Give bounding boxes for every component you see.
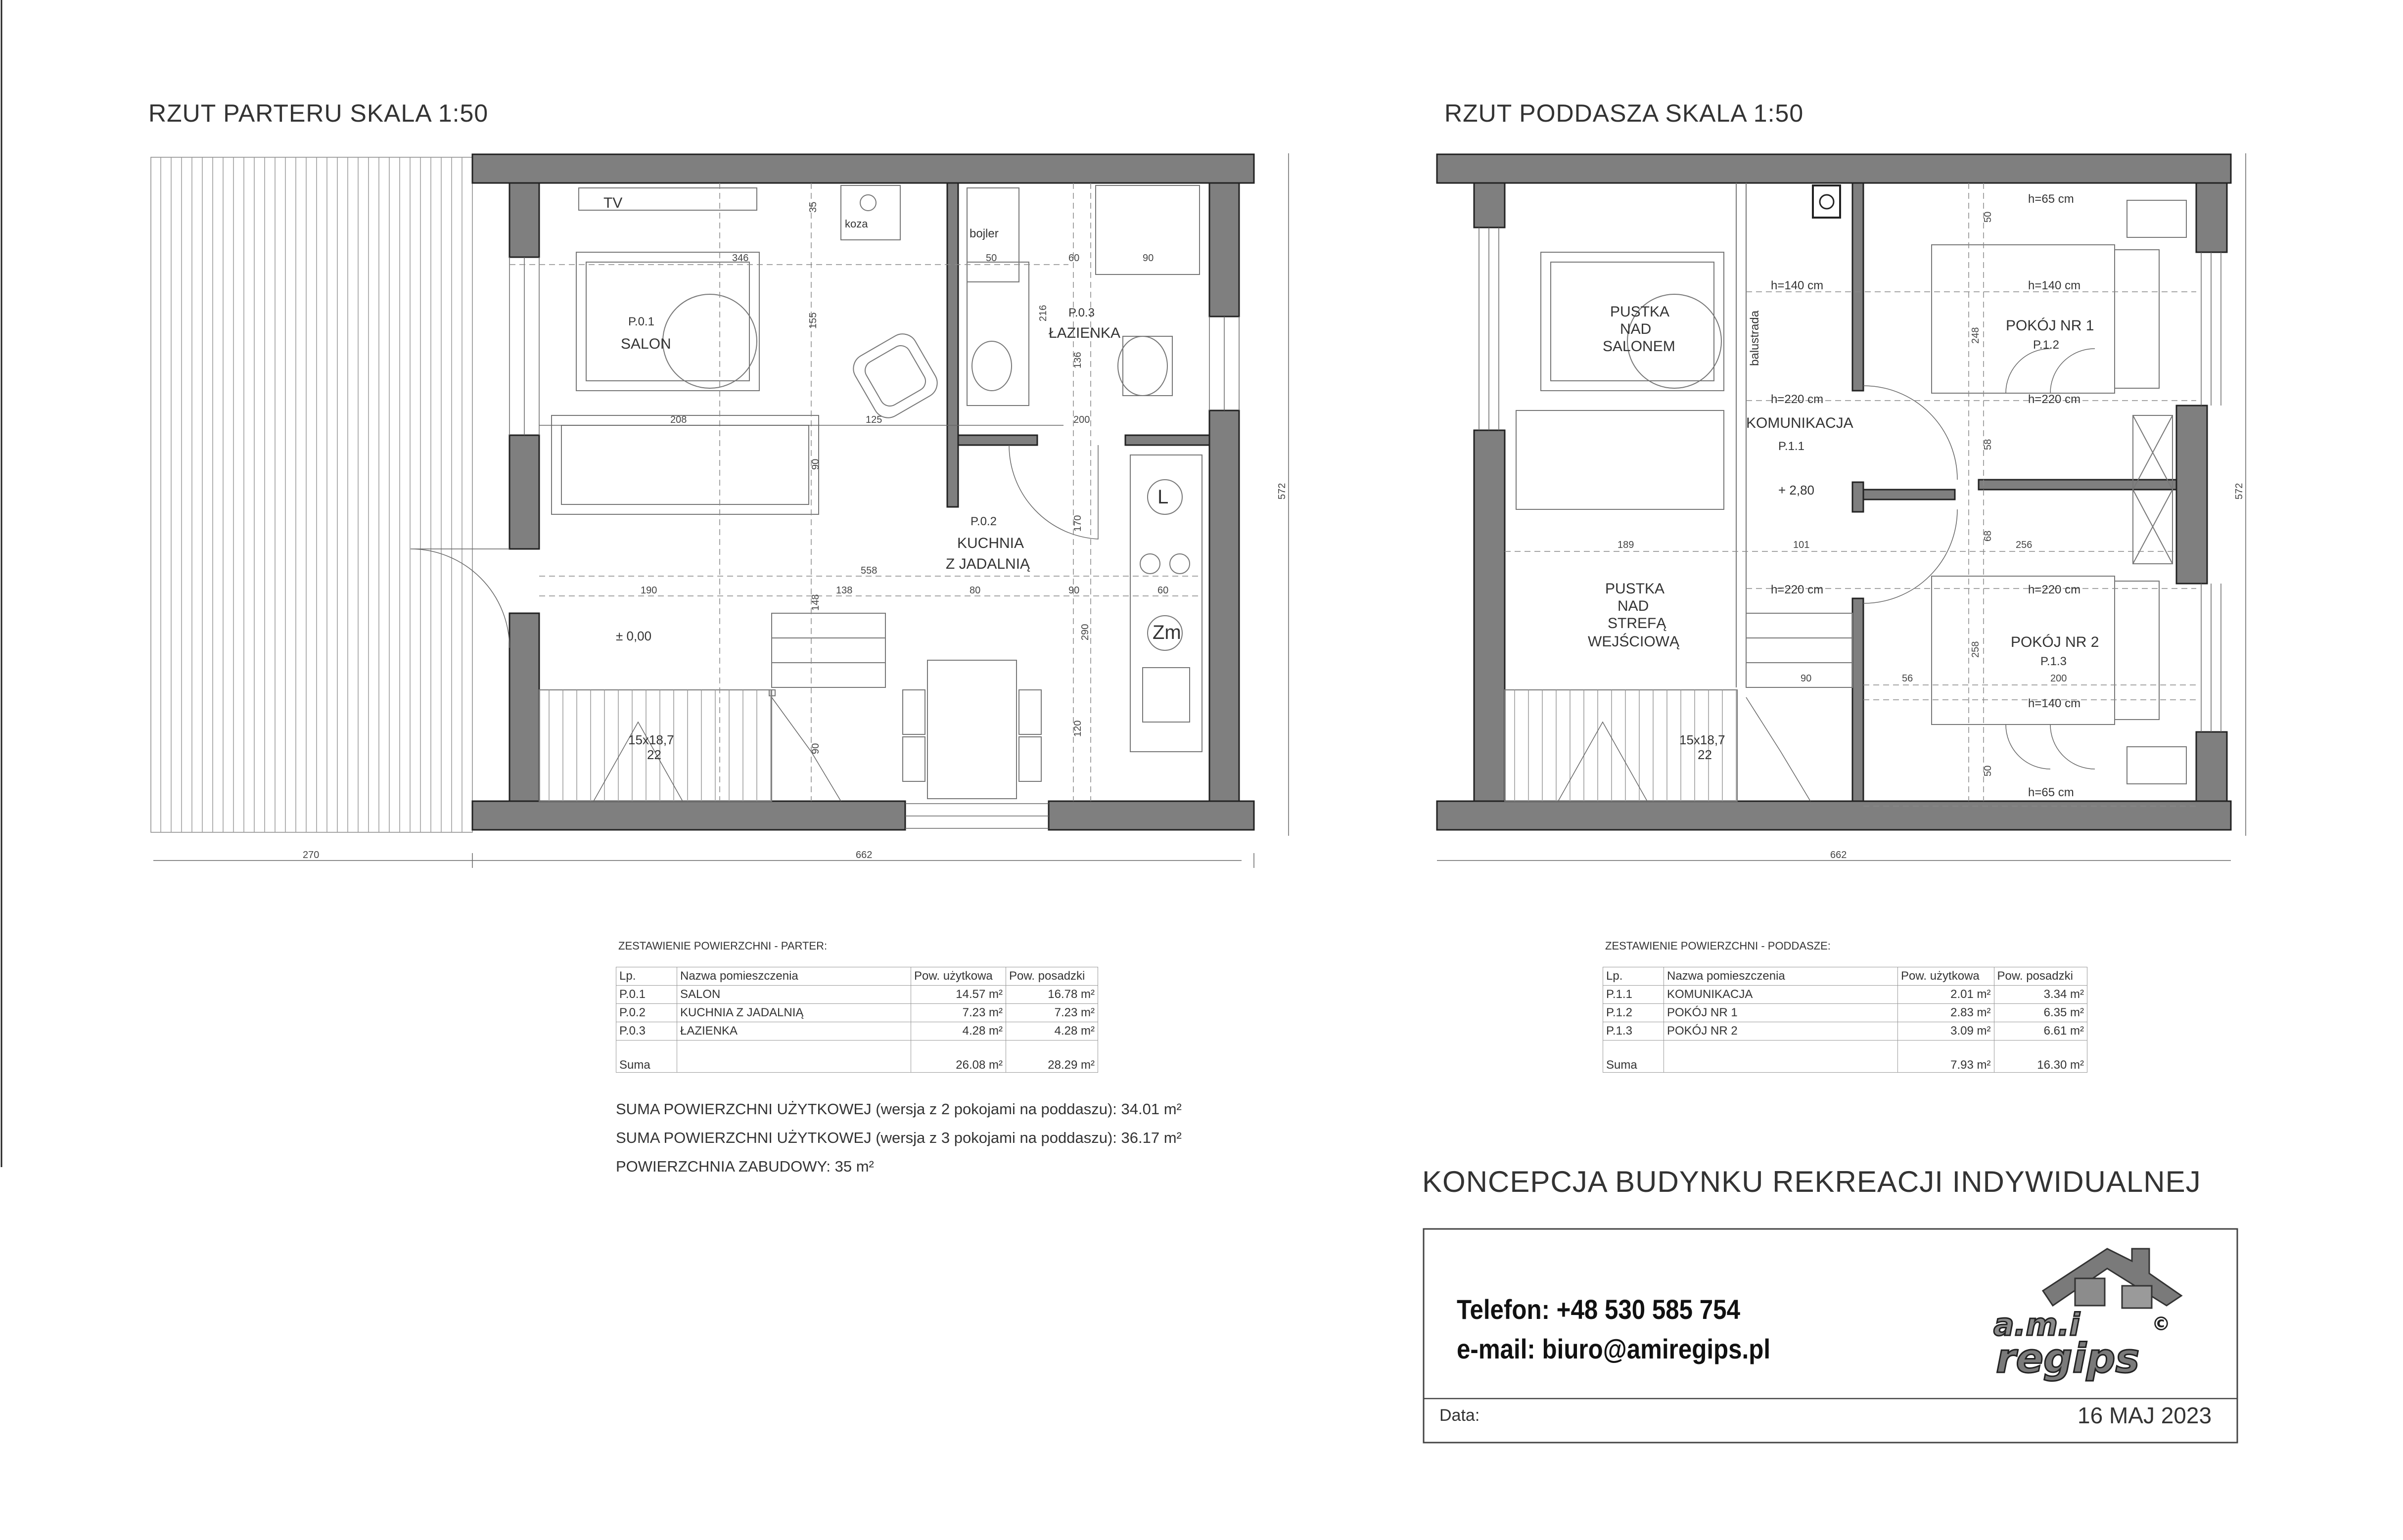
header-lp: Lp. (616, 967, 677, 986)
dim-189: 189 (1617, 540, 1634, 550)
table-row (616, 1004, 1098, 1022)
dim-270: 270 (303, 850, 320, 861)
attic-table-caption: ZESTAWIENIE POWIERZCHNI - PODDASZE: (1605, 940, 1831, 952)
dim-60b: 60 (1157, 585, 1169, 596)
logo-top-text: a.m.i (1993, 1307, 2080, 1343)
table-row (1603, 986, 2087, 1004)
ground-stairs-dim: 15x18,7 (628, 732, 674, 747)
dim-138: 138 (836, 585, 853, 596)
dim-90a: 90 (1143, 253, 1154, 264)
dim-258: 258 (1970, 641, 1981, 658)
h140-comm: h=140 cm (1771, 279, 1824, 292)
h140-room2: h=140 cm (2028, 697, 2081, 710)
email-address[interactable]: e-mail: biuro@amiregips.pl (1457, 1333, 1771, 1364)
attic-area-table (1603, 967, 2087, 1073)
ground-walls (472, 154, 1254, 830)
attic-level-mark: + 2,80 (1778, 483, 1815, 498)
table-header-row (616, 967, 1098, 986)
ground-dimension-lines (153, 153, 1289, 868)
dim-136: 136 (1072, 352, 1083, 368)
dim-216: 216 (1038, 305, 1049, 321)
h220-comm: h=220 cm (1771, 393, 1824, 406)
cell: 4.28 m² (911, 1022, 1006, 1041)
dim-56: 56 (1902, 673, 1913, 684)
dim-290: 290 (1080, 624, 1091, 640)
void2-line2: NAD (1617, 598, 1649, 614)
summary-line-1: SUMA POWIERZCHNI UŻYTKOWEJ (wersja z 2 pokojami na poddaszu): 34.01 m² (616, 1100, 1182, 1118)
ground-floor-plan (151, 153, 1289, 868)
boiler-label: bojler (970, 227, 999, 240)
attic-floor-labels (1588, 192, 2245, 861)
project-title: KONCEPCJA BUDYNKU REKREACJI INDYWIDUALNEJ (1422, 1165, 2201, 1198)
dim-60: 60 (1068, 253, 1080, 264)
void1-line2: NAD (1620, 321, 1652, 337)
cell: POKÓJ NR 1 (1664, 1004, 1898, 1022)
phone-number[interactable]: Telefon: +48 530 585 754 (1457, 1294, 1741, 1325)
dim-90b: 90 (810, 458, 821, 470)
salon-code: P.0.1 (628, 315, 654, 328)
cell: P.1.3 (1603, 1022, 1664, 1041)
room1-code: P.1.2 (2033, 338, 2059, 352)
void1-line3: SALONEM (1603, 338, 1675, 355)
dim-90d: 90 (810, 743, 821, 754)
cell: Suma (616, 1041, 677, 1073)
dim-80: 80 (970, 585, 981, 596)
room2-code: P.1.3 (2040, 655, 2067, 668)
table-row (1603, 1004, 2087, 1022)
h65-bottom: h=65 cm (2028, 786, 2074, 799)
terrace (151, 157, 472, 832)
logo-bottom-text: regips (1996, 1335, 2140, 1382)
cell: P.1.1 (1603, 986, 1664, 1004)
cell: 26.08 m² (911, 1041, 1006, 1073)
dim-208: 208 (670, 414, 687, 425)
area-summary (616, 1100, 1308, 1175)
bath-code: P.0.3 (1068, 306, 1095, 319)
fridge-label: L (1157, 486, 1169, 508)
attic-stairs-count: 22 (1698, 747, 1712, 762)
table-sum-row (1603, 1041, 2087, 1073)
cell: KOMUNIKACJA (1664, 986, 1898, 1004)
cell: 4.28 m² (1006, 1022, 1098, 1041)
dim-90c: 90 (1068, 585, 1080, 596)
table-row (616, 1022, 1098, 1041)
ground-stairs (539, 613, 885, 801)
cell: 2.83 m² (1898, 1004, 1994, 1022)
dim-68: 68 (1983, 530, 1993, 542)
ground-floor-labels (303, 195, 1288, 861)
cell: 6.61 m² (1994, 1022, 2087, 1041)
cell: P.0.1 (616, 986, 677, 1004)
ground-furniture (552, 185, 1202, 799)
dim-101: 101 (1793, 540, 1810, 550)
bath-name: ŁAZIENKA (1049, 325, 1121, 341)
header-name: Nazwa pomieszczenia (1664, 967, 1898, 986)
dim-155: 155 (808, 312, 819, 329)
header-lp: Lp. (1603, 967, 1664, 986)
cell: 7.93 m² (1898, 1041, 1994, 1073)
header-floor: Pow. posadzki (1006, 967, 1098, 986)
cell: 2.01 m² (1898, 986, 1994, 1004)
dim-200-attic: 200 (2050, 673, 2067, 684)
dim-50-bottom: 50 (1983, 765, 1993, 776)
dim-248: 248 (1970, 327, 1981, 344)
dim-170: 170 (1072, 515, 1083, 532)
table-row (1603, 1022, 2087, 1041)
attic-dimension-lines (1437, 153, 2246, 861)
attic-stairs-dim: 15x18,7 (1679, 732, 1725, 747)
table-header-row (1603, 967, 2087, 986)
cell (1664, 1041, 1898, 1073)
h140-room1: h=140 cm (2028, 279, 2081, 292)
cell: 7.23 m² (1006, 1004, 1098, 1022)
dim-572-ground: 572 (1277, 483, 1288, 499)
cell: P.1.2 (1603, 1004, 1664, 1022)
cell: 28.29 m² (1006, 1041, 1098, 1073)
cell: ŁAZIENKA (677, 1022, 911, 1041)
cell: 16.78 m² (1006, 986, 1098, 1004)
dim-120: 120 (1072, 720, 1083, 737)
void2-line4: WEJŚCIOWĄ (1588, 634, 1679, 650)
cell: KUCHNIA Z JADALNIĄ (677, 1004, 911, 1022)
void1-line1: PUSTKA (1610, 304, 1670, 320)
h220-void: h=220 cm (1771, 583, 1824, 596)
summary-line-3: POWIERZCHNIA ZABUDOWY: 35 m² (616, 1158, 874, 1175)
stove-label: koza (845, 218, 868, 230)
cell: P.0.3 (616, 1022, 677, 1041)
dim-90-attic: 90 (1801, 673, 1812, 684)
cell: 7.23 m² (911, 1004, 1006, 1022)
attic-furniture (1516, 200, 2186, 784)
dim-190: 190 (641, 585, 657, 596)
header-usable: Pow. użytkowa (1898, 967, 1994, 986)
summary-line-2: SUMA POWIERZCHNI UŻYTKOWEJ (wersja z 3 pokojami na poddaszu): 36.17 m² (616, 1129, 1182, 1146)
dim-256: 256 (2016, 540, 2033, 550)
date-label: Data: (1439, 1406, 1480, 1425)
railing-label: balustrada (1748, 310, 1761, 366)
cell (677, 1041, 911, 1073)
ground-floor-title: RZUT PARTERU SKALA 1:50 (148, 99, 489, 127)
dim-346: 346 (732, 253, 749, 264)
h220-room1: h=220 cm (2028, 393, 2081, 406)
table-row (616, 986, 1098, 1004)
dim-148: 148 (810, 594, 821, 611)
cell: 3.34 m² (1994, 986, 2087, 1004)
dim-662-ground: 662 (856, 850, 873, 861)
cell: SALON (677, 986, 911, 1004)
washer-label: Zm (1153, 622, 1181, 643)
ground-area-table (616, 967, 1098, 1073)
dim-50-top: 50 (1983, 211, 1993, 223)
dim-35: 35 (808, 201, 819, 213)
header-usable: Pow. użytkowa (911, 967, 1006, 986)
tv-label: TV (603, 195, 623, 211)
dim-50: 50 (986, 253, 997, 264)
h65-top: h=65 cm (2028, 192, 2074, 206)
h220-room2: h=220 cm (2028, 583, 2081, 596)
dim-200: 200 (1073, 414, 1090, 425)
company-logo (1993, 1249, 2181, 1382)
salon-name: SALON (621, 336, 671, 352)
kitchen-code: P.0.2 (970, 515, 997, 528)
kitchen-name-2: Z JADALNIĄ (946, 556, 1030, 572)
ground-table-caption: ZESTAWIENIE POWIERZCHNI - PARTER: (618, 940, 828, 952)
cell: 14.57 m² (911, 986, 1006, 1004)
header-name: Nazwa pomieszczenia (677, 967, 911, 986)
room2-name: POKÓJ NR 2 (2011, 634, 2099, 650)
cell: POKÓJ NR 2 (1664, 1022, 1898, 1041)
comm-code: P.1.1 (1778, 440, 1804, 453)
header-floor: Pow. posadzki (1994, 967, 2087, 986)
cell: 3.09 m² (1898, 1022, 1994, 1041)
void2-line1: PUSTKA (1605, 581, 1665, 597)
date-value: 16 MAJ 2023 (2078, 1403, 2212, 1428)
table-sum-row (616, 1041, 1098, 1073)
attic-floor-title: RZUT PODDASZA SKALA 1:50 (1444, 99, 1804, 127)
ground-stairs-count: 22 (647, 747, 661, 762)
cell: P.0.2 (616, 1004, 677, 1022)
ground-level-mark: ± 0,00 (616, 629, 652, 643)
cell: 6.35 m² (1994, 1004, 2087, 1022)
dim-662-attic: 662 (1830, 850, 1847, 861)
kitchen-name-1: KUCHNIA (957, 535, 1024, 551)
attic-floor-plan (1437, 153, 2246, 861)
dim-58: 58 (1983, 439, 1993, 450)
dim-558: 558 (861, 565, 878, 576)
logo-mark: © (2152, 1313, 2171, 1335)
void2-line3: STREFĄ (1608, 615, 1666, 632)
cell: 16.30 m² (1994, 1041, 2087, 1073)
dim-572-attic: 572 (2234, 483, 2245, 499)
comm-name: KOMUNIKACJA (1746, 415, 1853, 431)
dim-125: 125 (866, 414, 882, 425)
room1-name: POKÓJ NR 1 (2006, 317, 2094, 334)
cell: Suma (1603, 1041, 1664, 1073)
